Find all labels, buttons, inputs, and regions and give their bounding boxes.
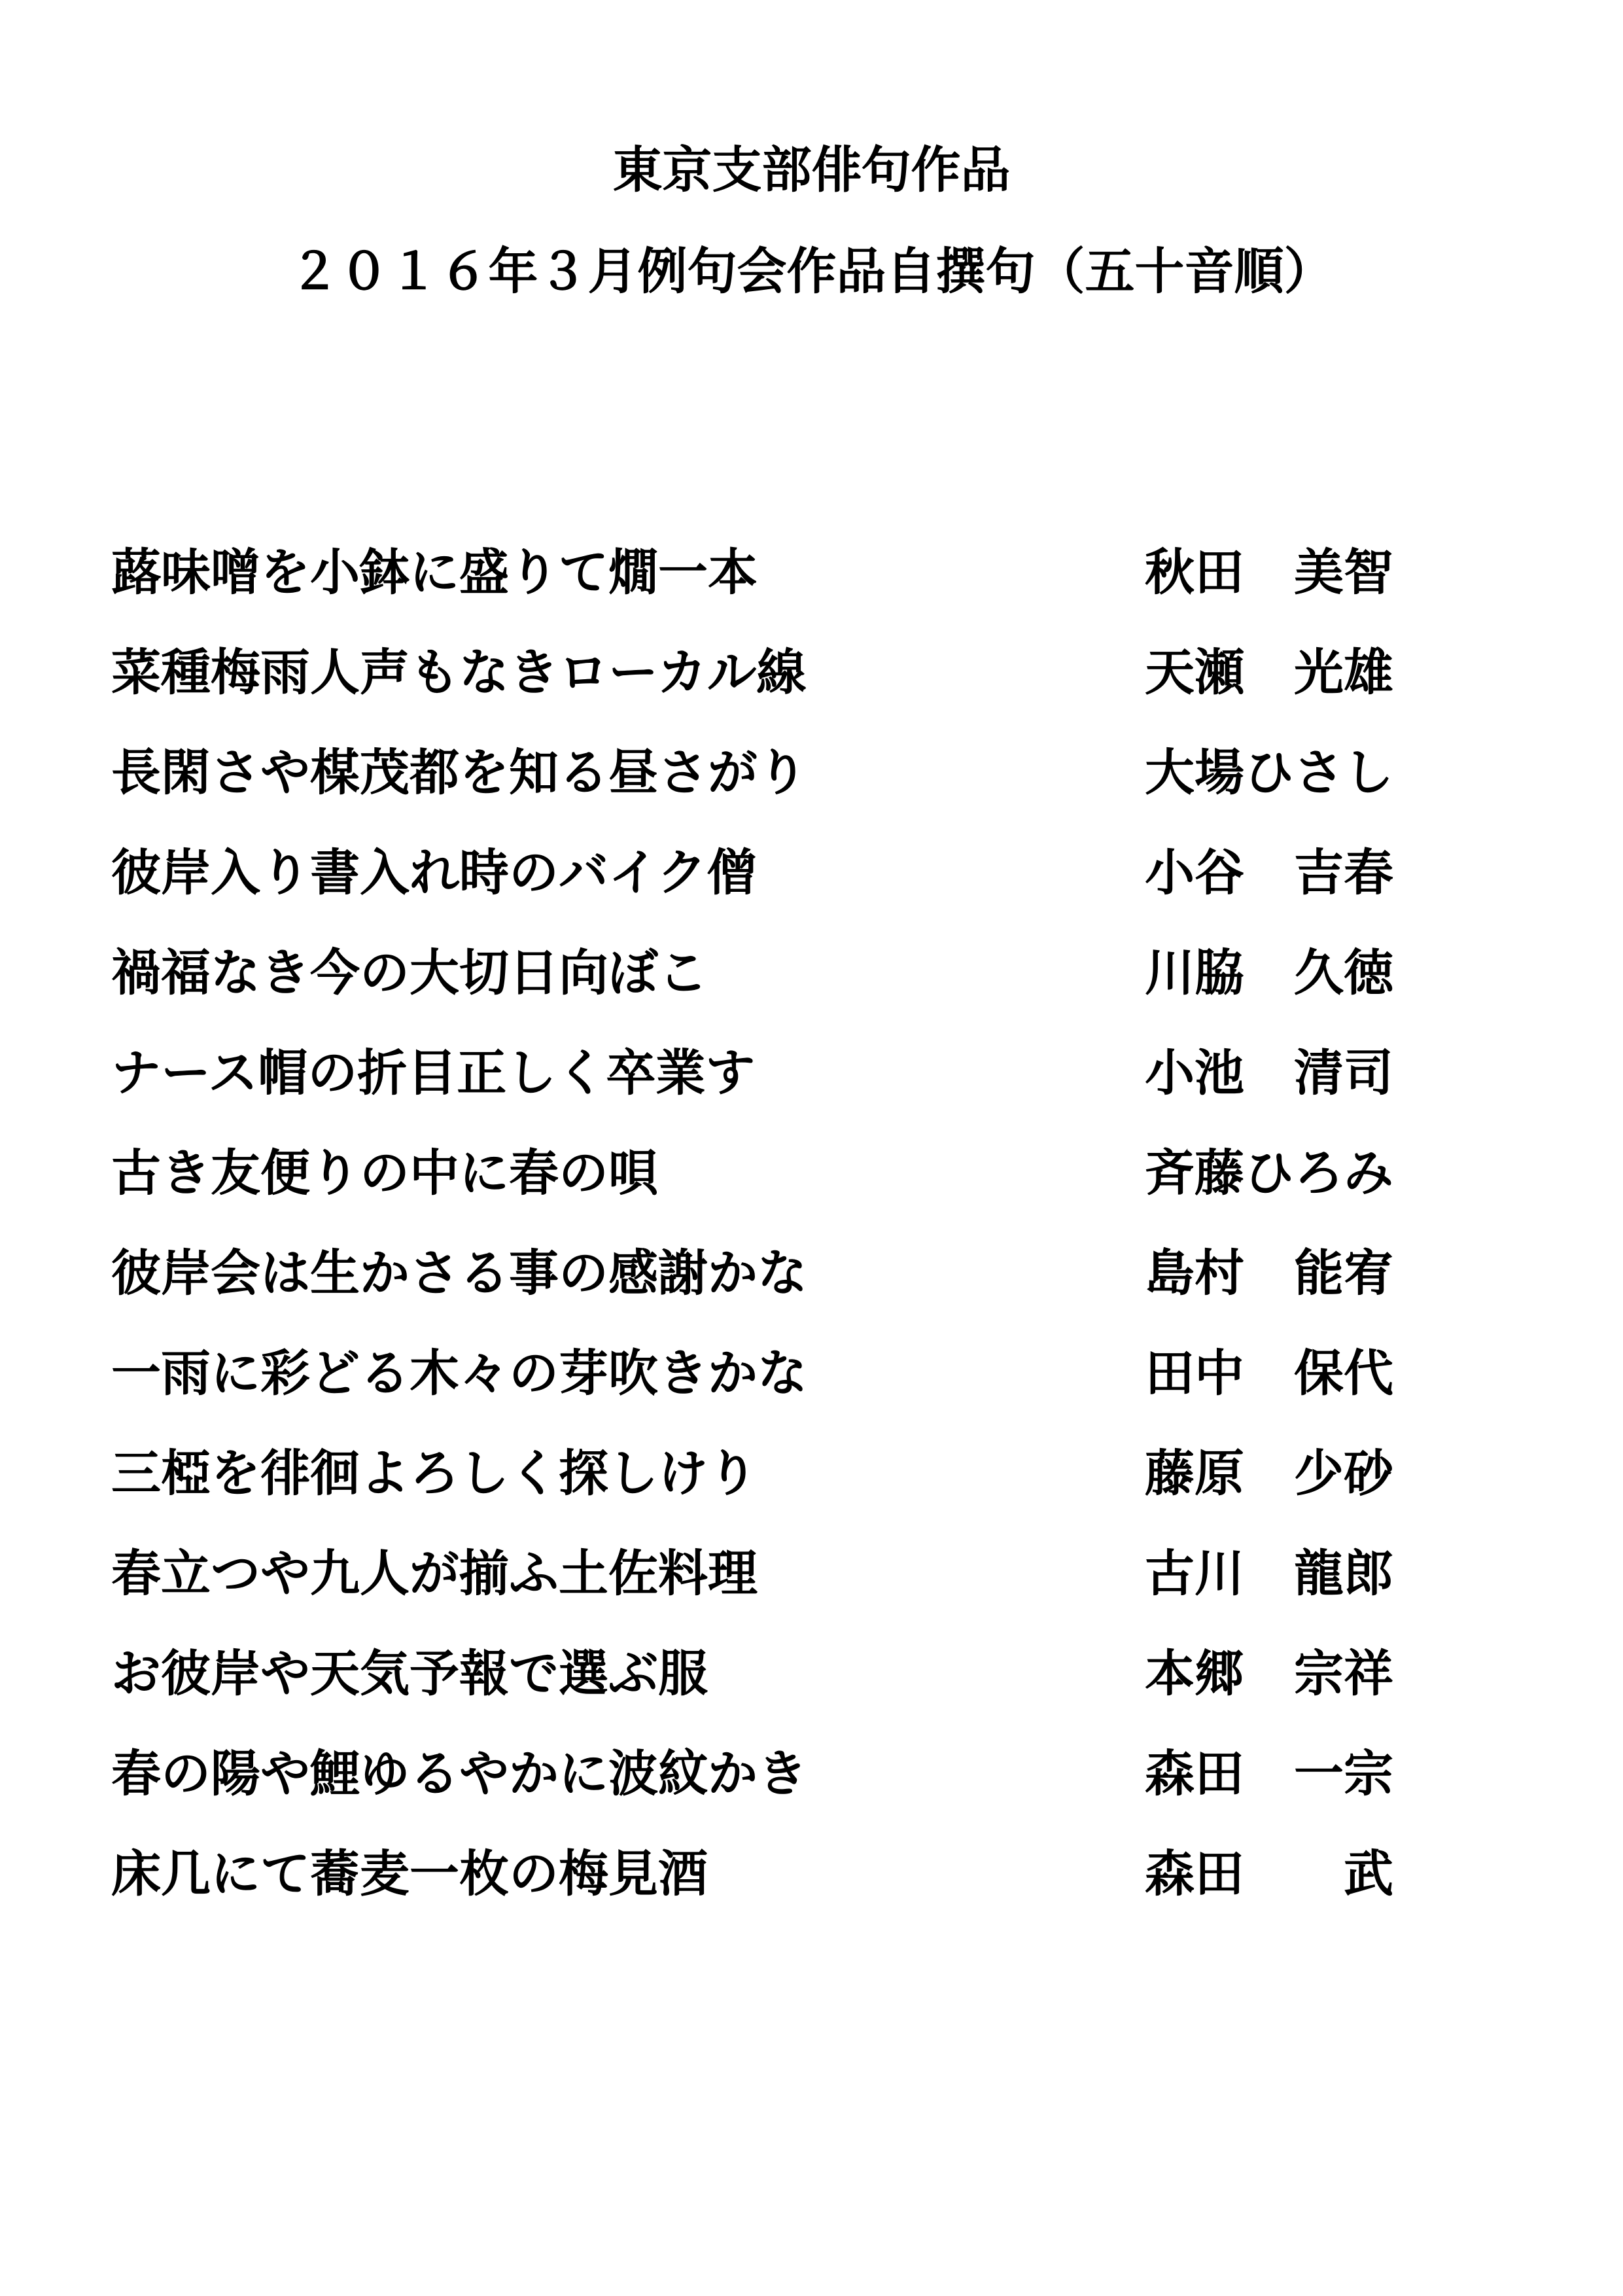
haiku-text: 三椏を徘徊よろしく探しけり	[111, 1444, 758, 1502]
haiku-row	[111, 1634, 1524, 1735]
haiku-row	[111, 1034, 1524, 1134]
haiku-author: 藤原 少砂	[1145, 1444, 1393, 1502]
haiku-author: 古川 龍郎	[1145, 1544, 1393, 1602]
haiku-author: 田中 保代	[1145, 1344, 1393, 1402]
haiku-text: 春の陽や鯉ゆるやかに波紋かき	[111, 1744, 807, 1803]
haiku-text: 彼岸入り書入れ時のバイク僧	[111, 843, 757, 902]
haiku-text: 禍福なき今の大切日向ぼこ	[111, 944, 708, 1002]
haiku-text: 蕗味噌を小鉢に盛りて燗一本	[111, 543, 758, 601]
haiku-text: お彼岸や天気予報で選ぶ服	[111, 1644, 708, 1703]
haiku-author: 島村 能宥	[1145, 1244, 1393, 1302]
haiku-row	[111, 1334, 1524, 1434]
haiku-author: 森田 武	[1145, 1845, 1393, 1903]
haiku-row	[111, 633, 1524, 733]
page-title: 東京支部俳句作品	[612, 141, 1011, 199]
haiku-row	[111, 1735, 1524, 1835]
haiku-author: 森田 一宗	[1145, 1744, 1393, 1803]
haiku-author: 川脇 久徳	[1145, 944, 1393, 1002]
haiku-row	[111, 1134, 1524, 1234]
haiku-row	[111, 1835, 1524, 1935]
haiku-author: 天瀬 光雄	[1145, 643, 1393, 701]
haiku-author: 小谷 吉春	[1145, 843, 1393, 902]
haiku-list	[111, 533, 1524, 1935]
haiku-row	[111, 733, 1524, 834]
haiku-text: 古き友便りの中に春の唄	[111, 1144, 658, 1202]
haiku-row	[111, 1434, 1524, 1534]
haiku-row	[111, 533, 1524, 633]
haiku-text: ナース帽の折目正しく卒業す	[111, 1044, 756, 1102]
page-subtitle: ２０１６年３月例句会作品自撰句（五十音順）	[289, 242, 1334, 300]
haiku-row	[111, 1234, 1524, 1334]
haiku-text: 菜種梅雨人声もなきローカル線	[111, 643, 807, 701]
haiku-text: 一雨に彩どる木々の芽吹きかな	[111, 1344, 807, 1402]
haiku-author: 斉藤ひろみ	[1145, 1144, 1393, 1202]
haiku-text: 長閑さや楳茂都を知る昼さがり	[111, 743, 807, 802]
haiku-text: 床几にて蕎麦一枚の梅見酒	[111, 1845, 708, 1903]
haiku-row	[111, 934, 1524, 1034]
haiku-text: 春立つや九人が揃ふ土佐料理	[111, 1544, 758, 1602]
haiku-row	[111, 834, 1524, 934]
haiku-author: 本郷 宗祥	[1145, 1644, 1393, 1703]
haiku-author: 小池 清司	[1145, 1044, 1393, 1102]
haiku-author: 秋田 美智	[1145, 543, 1393, 601]
haiku-text: 彼岸会は生かさる事の感謝かな	[111, 1244, 807, 1302]
haiku-row	[111, 1534, 1524, 1634]
haiku-author: 大場ひさし	[1145, 743, 1393, 802]
